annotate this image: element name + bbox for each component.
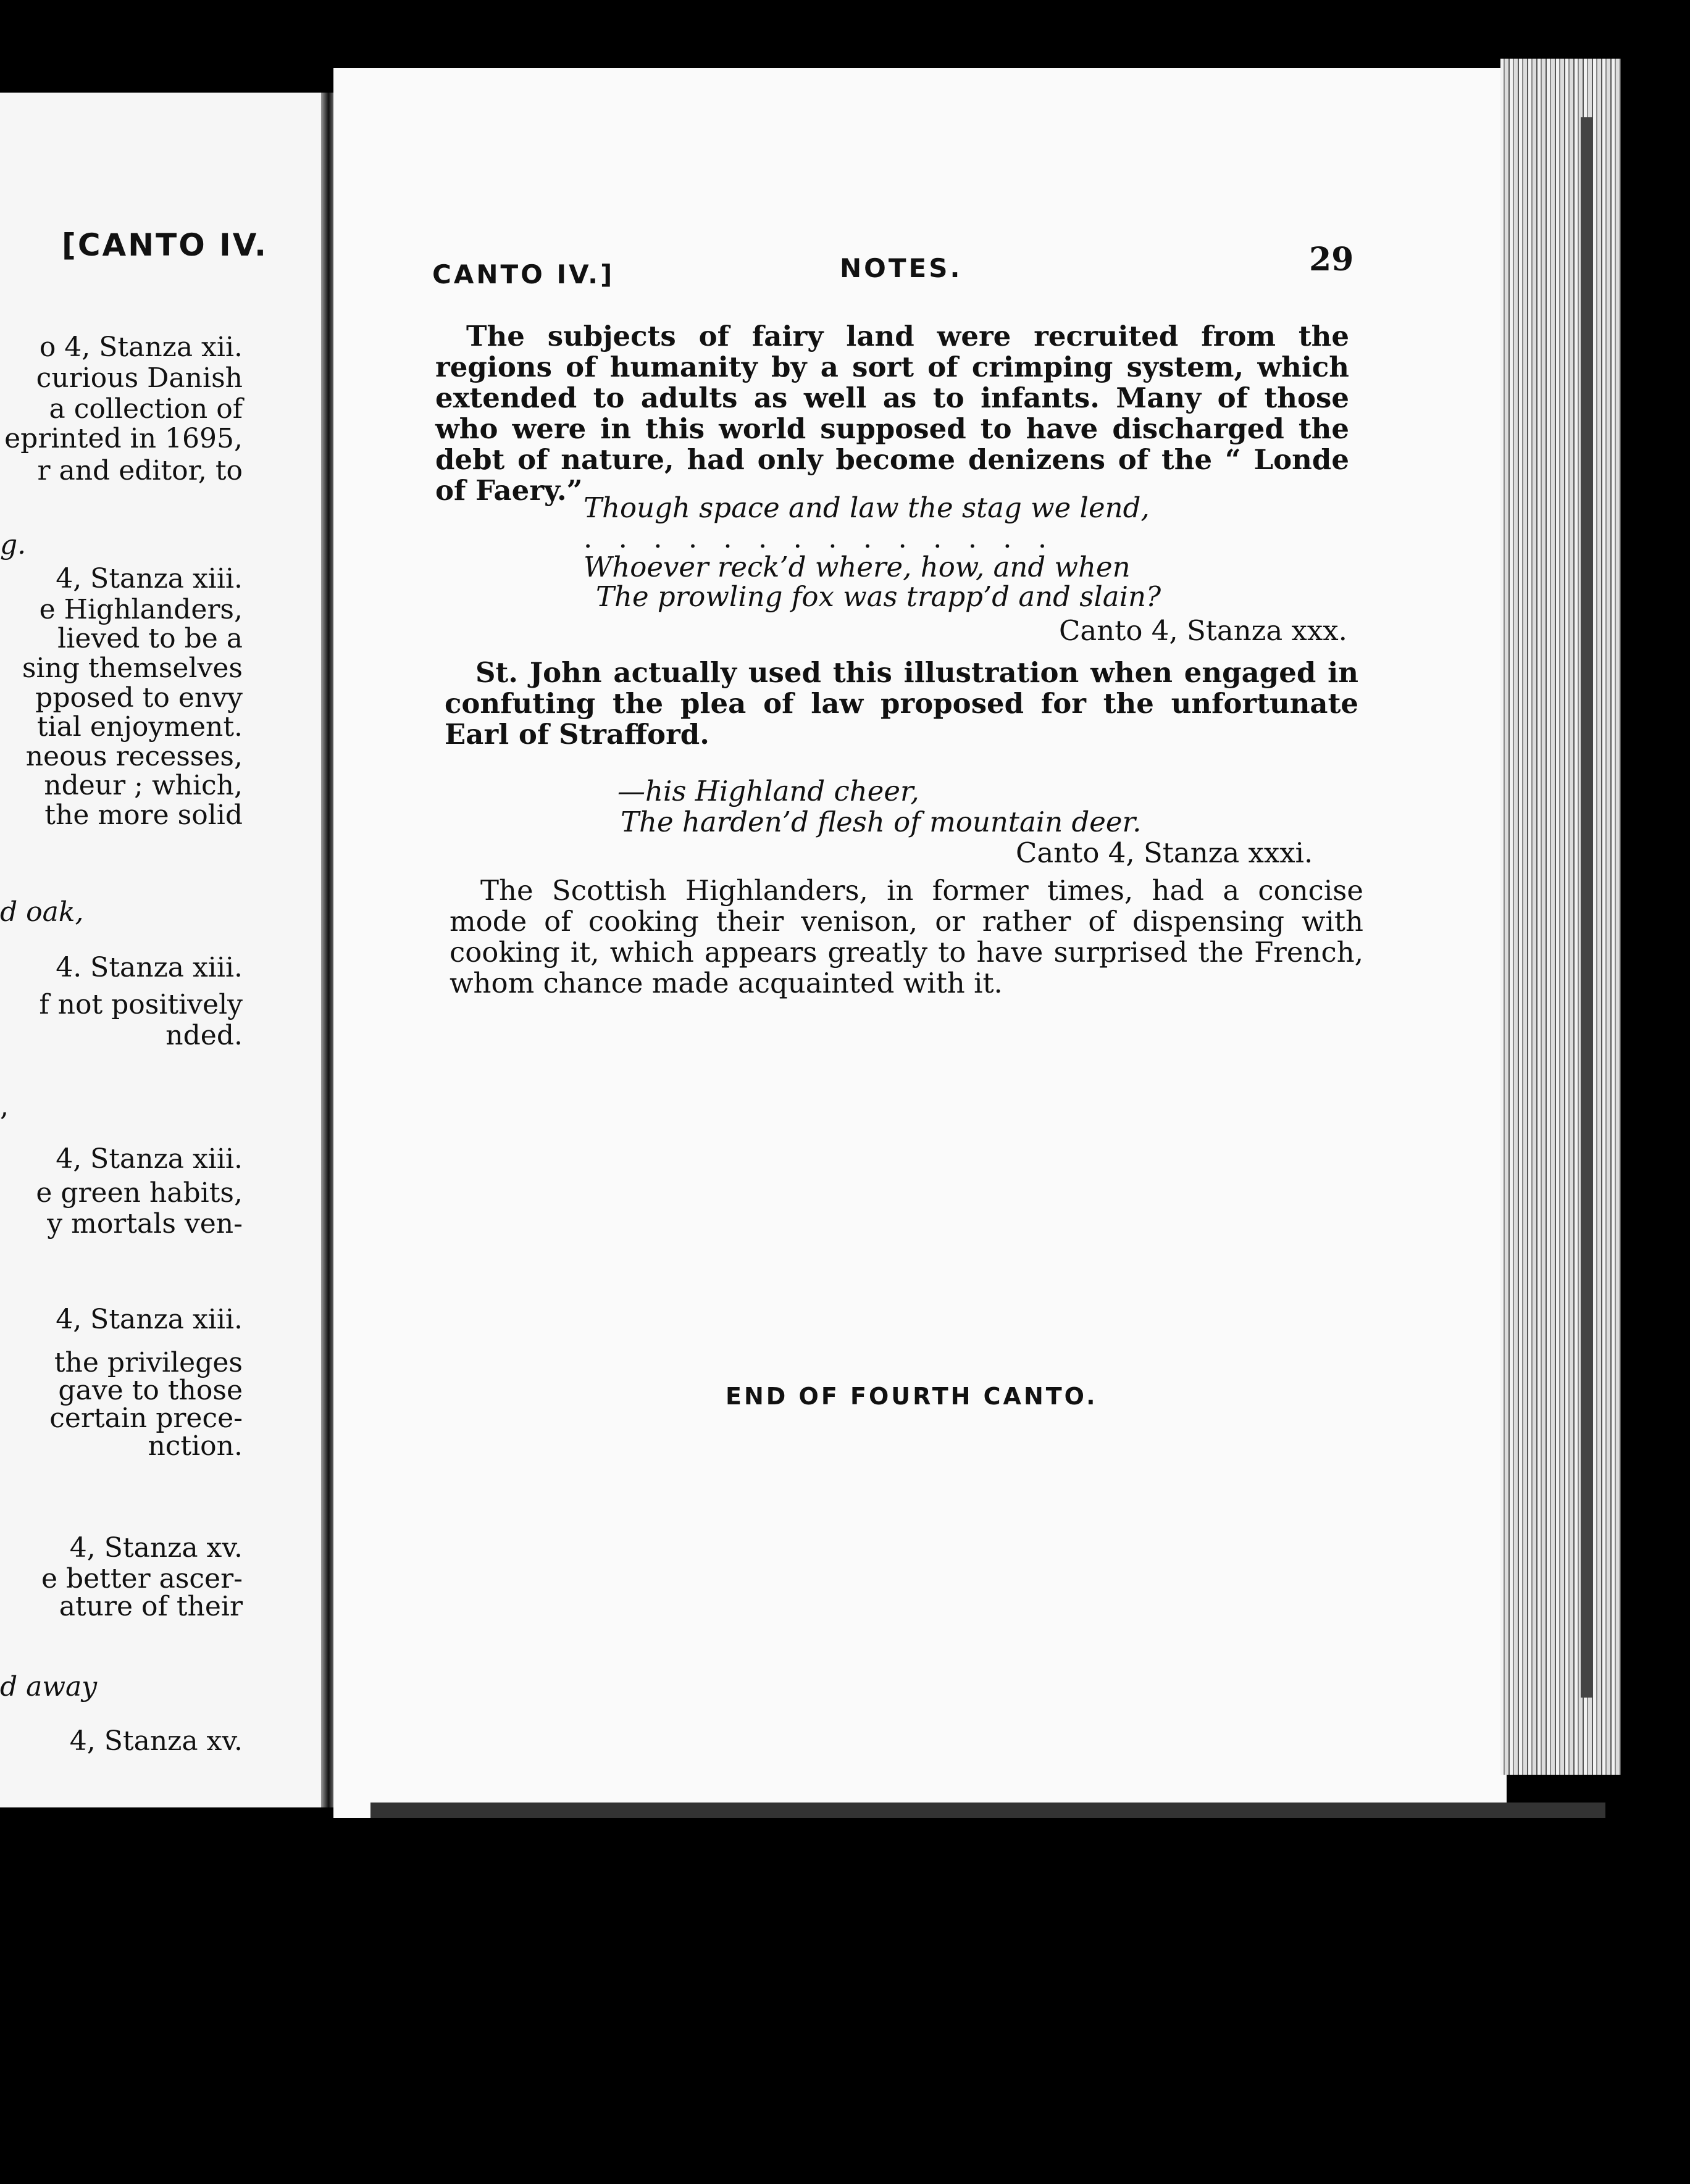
verse-ellipsis: . . . . . . . . . . . . . .	[584, 522, 1056, 554]
left-page-line: d away	[0, 1671, 98, 1703]
right-page-header	[432, 241, 1354, 290]
left-page-line: pposed to envy	[35, 682, 243, 714]
verse-line: Though space and law the stag we lend,	[584, 491, 1150, 524]
left-page-line: curious Danish	[36, 362, 243, 394]
page-bottom-shadow	[370, 1803, 1605, 1818]
left-page-line: neous recesses,	[25, 741, 243, 772]
citation: Canto 4, Stanza xxxi.	[1016, 836, 1313, 869]
left-page-line: ature of their	[59, 1591, 243, 1622]
left-page-line: the more solid	[44, 799, 243, 831]
verse-line: —his Highland cheer,	[617, 775, 919, 807]
left-page-line: o 4, Stanza xii.	[39, 331, 243, 363]
left-page-line: e green habits,	[36, 1177, 243, 1209]
left-page-line: r and editor, to	[37, 455, 243, 486]
left-page-line: ,	[0, 1091, 9, 1122]
left-page-line: y mortals ven-	[47, 1208, 243, 1240]
end-of-canto-marker: END OF FOURTH CANTO.	[726, 1383, 1098, 1410]
running-head: CANTO IV.]	[432, 259, 615, 290]
left-page-line: 4, Stanza xiii.	[56, 1143, 243, 1175]
left-page-line: ndeur ; which,	[44, 770, 243, 801]
page-number: 29	[1309, 241, 1354, 278]
left-page-line: certain prece-	[49, 1403, 243, 1434]
left-page-line: gave to those	[58, 1375, 243, 1406]
left-page-line: 4, Stanza xiii.	[56, 563, 243, 594]
left-page-line: eprinted in 1695,	[4, 423, 243, 454]
note-paragraph-fairy-land: The subjects of fairy land were recruited from the regions of humanity by a sort of crimping system, which extended to adults as well as to infants. Many of those who were in this world supposed to have discharged the debt of nature, had only become denizens of the “ Londe of Faery.”	[435, 320, 1349, 507]
left-page-line: 4. Stanza xiii.	[56, 952, 243, 983]
note-paragraph-venison: The Scottish Highlanders, in former times, had a concise mode of cooking their venison, or rather of dispensing with cooking it, which appears greatly to have surprised the French, whom chance made acquainted with it.	[450, 874, 1363, 999]
verse-line: Whoever reck’d where, how, and when	[584, 551, 1131, 583]
left-page-line: 4, Stanza xv.	[69, 1725, 243, 1757]
left-page-line: lieved to be a	[57, 623, 243, 654]
verse-line: The harden’d flesh of mountain deer.	[621, 806, 1142, 838]
left-page-line: nded.	[165, 1020, 243, 1051]
left-page-line: g.	[0, 529, 27, 561]
left-page-line: a collection of	[49, 393, 243, 425]
left-page-line: 4, Stanza xv.	[69, 1532, 243, 1564]
left-page-line: tial enjoyment.	[36, 711, 243, 743]
citation: Canto 4, Stanza xxx.	[1059, 614, 1347, 647]
left-page	[0, 93, 326, 1807]
left-page-line: e better ascer-	[41, 1563, 243, 1594]
left-running-head: [CANTO IV.	[62, 227, 268, 263]
page-edges	[1500, 59, 1621, 1775]
section-title: NOTES.	[840, 253, 963, 283]
left-page-line: sing themselves	[22, 652, 243, 684]
left-page-line: nction.	[148, 1430, 243, 1462]
verse-line: The prowling fox was trapp’d and slain?	[596, 580, 1161, 613]
note-paragraph-strafford: St. John actually used this illustration when engaged in confuting the plea of law proposed for the unfortunate Earl of Strafford.	[445, 656, 1358, 751]
left-page-line: f not positively	[39, 989, 243, 1020]
left-page-line: d oak,	[0, 896, 84, 928]
page-edge-shadow	[1581, 117, 1593, 1698]
book-gutter	[321, 93, 335, 1807]
left-page-line: e Highlanders,	[39, 594, 243, 625]
left-page-line: the privileges	[54, 1347, 243, 1378]
left-page-line: 4, Stanza xiii.	[56, 1304, 243, 1335]
